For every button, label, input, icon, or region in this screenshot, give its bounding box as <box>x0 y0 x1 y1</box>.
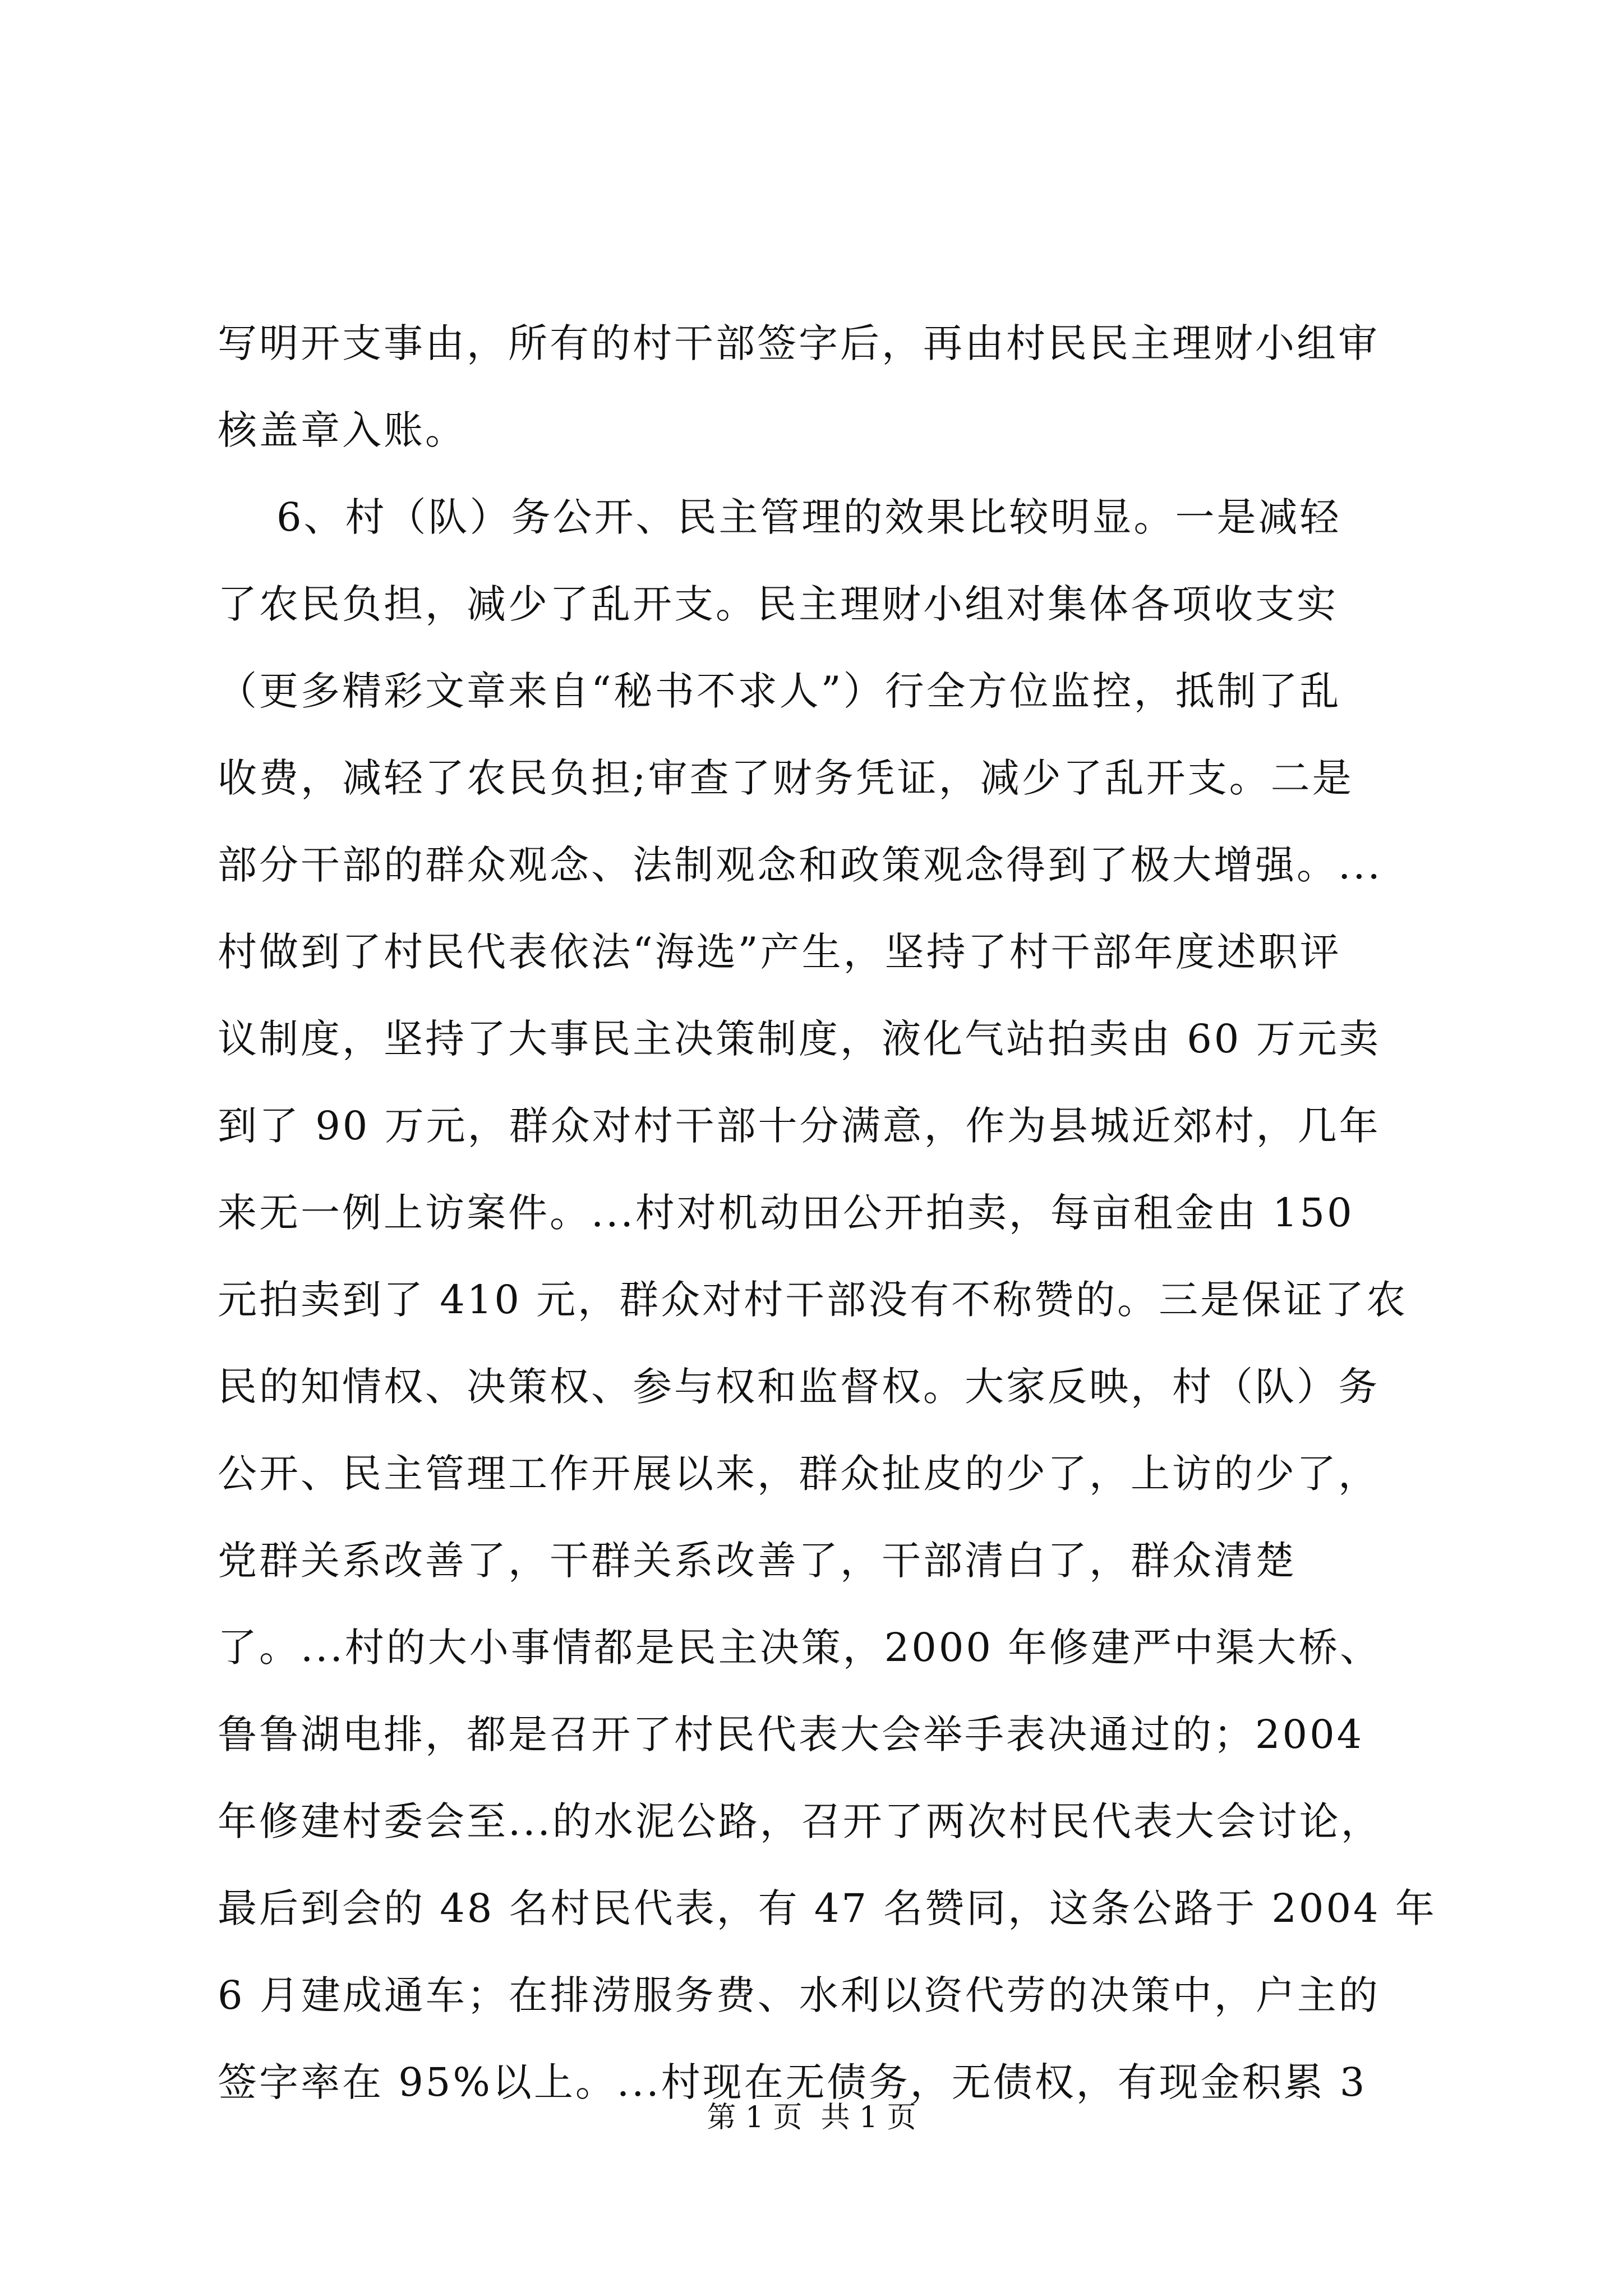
page-number-label: 第 1 页 共 1 页 <box>707 2101 916 2134</box>
text-line: 年修建村委会至...的水泥公路，召开了两次村民代表大会讨论， <box>218 1798 1382 1844</box>
text-line: 6 月建成通车；在排涝服务费、水利以资代劳的决策中，户主的 <box>218 1972 1380 2018</box>
text-line: 公开、民主管理工作开展以来，群众扯皮的少了，上访的少了， <box>218 1451 1380 1497</box>
text-line: 了。...村的大小事情都是民主决策，2000 年修建严中渠大桥、 <box>218 1625 1382 1671</box>
text-line: 议制度，坚持了大事民主决策制度，液化气站拍卖由 60 万元卖 <box>218 1016 1381 1062</box>
text-line: 元拍卖到了 410 元，群众对村干部没有不称赞的。三是保证了农 <box>218 1277 1408 1323</box>
text-line: 到了 90 万元，群众对村干部十分满意，作为县城近郊村，几年 <box>218 1103 1381 1149</box>
text-line: 最后到会的 48 名村民代表，有 47 名赞同，这条公路于 2004 年 <box>218 1885 1437 1931</box>
text-line: 来无一例上访案件。...村对机动田公开拍卖，每亩租金由 150 <box>218 1190 1354 1236</box>
text-line: 签字率在 95%以上。...村现在无债务，无债权，有现金积累 3 <box>218 2059 1367 2105</box>
text-line: 村做到了村民代表依法“海选”产生，坚持了村干部年度述职评 <box>218 929 1341 975</box>
text-line: 写明开支事由，所有的村干部签字后，再由村民民主理财小组审 <box>218 320 1380 366</box>
text-line: 党群关系改善了，干群关系改善了，干部清白了，群众清楚 <box>218 1538 1297 1584</box>
page-footer <box>0 2098 1623 2137</box>
text-line: 收费，减轻了农民负担;审查了财务凭证，减少了乱开支。二是 <box>218 755 1354 801</box>
text-line: 民的知情权、决策权、参与权和监督权。大家反映，村（队）务 <box>218 1364 1380 1410</box>
text-line: 鲁鲁湖电排，都是召开了村民代表大会举手表决通过的；2004 <box>218 1711 1364 1757</box>
text-line: 核盖章入账。 <box>218 407 467 453</box>
body-text <box>218 300 1437 2126</box>
text-line: （更多精彩文章来自“秘书不求人”）行全方位监控，抵制了乱 <box>218 668 1341 714</box>
text-line: 6、村（队）务公开、民主管理的效果比较明显。一是减轻 <box>218 494 1341 540</box>
text-line: 部分干部的群众观念、法制观念和政策观念得到了极大增强。... <box>218 842 1382 888</box>
text-line: 了农民负担，减少了乱开支。民主理财小组对集体各项收支实 <box>218 581 1338 627</box>
